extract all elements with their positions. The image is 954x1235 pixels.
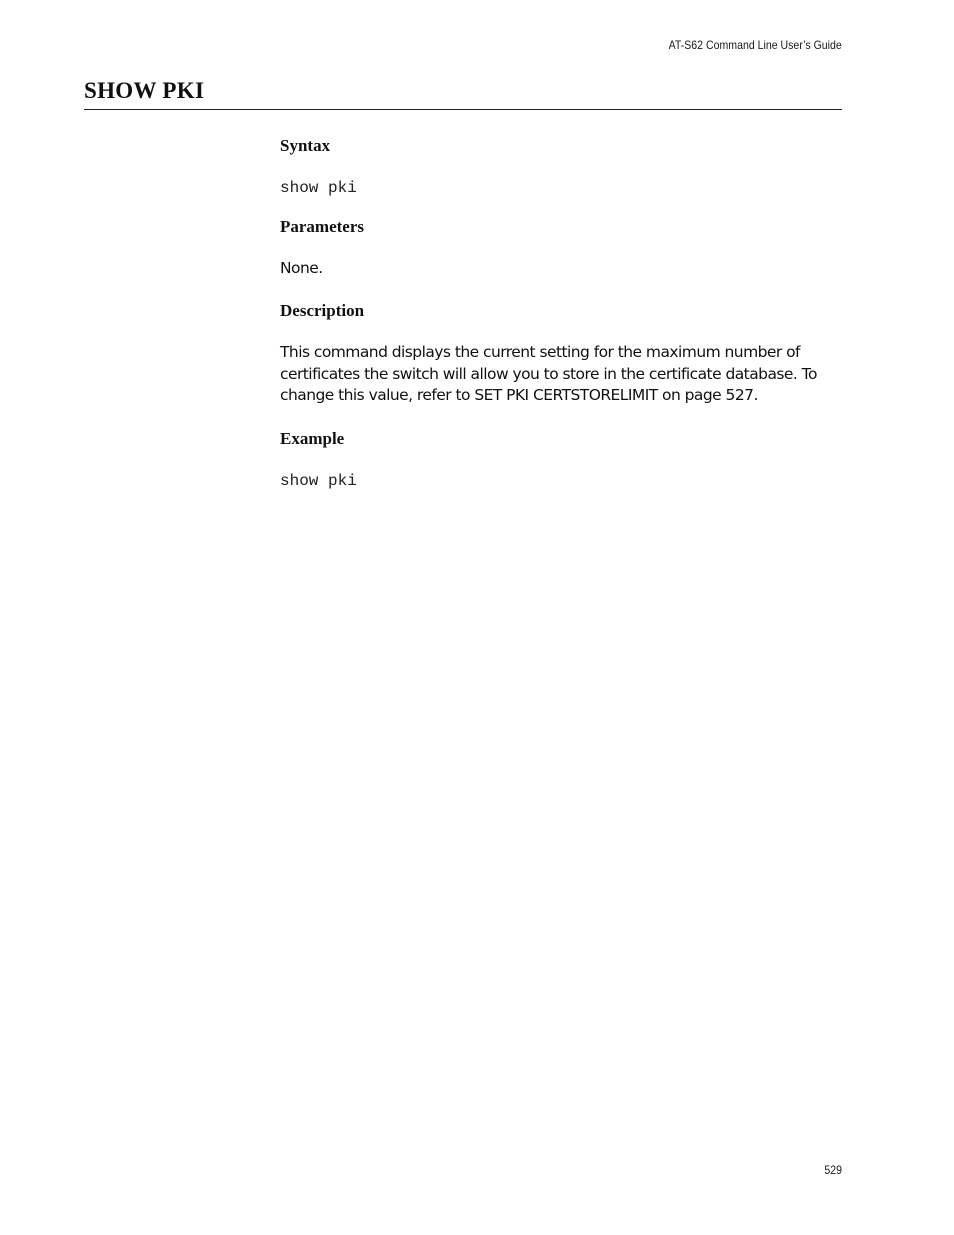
description-text: This command displays the current setting for the maximum number of certificates the switch will allow you to store in the certificate database. To change this value, refer to SET PKI CERTSTORELIMIT on page 527. <box>280 343 817 404</box>
page-number: 529 <box>824 1163 842 1177</box>
parameters-text: None. <box>280 259 323 277</box>
syntax-heading: Syntax <box>280 136 331 155</box>
description-heading: Description <box>280 301 365 320</box>
syntax-code: show pki <box>280 179 357 197</box>
title-divider <box>84 109 842 110</box>
parameters-heading: Parameters <box>280 217 365 236</box>
example-code: show pki <box>280 472 357 490</box>
page-title: SHOW PKI <box>84 78 205 103</box>
example-heading: Example <box>280 429 345 448</box>
running-header: AT-S62 Command Line User’s Guide <box>668 38 842 52</box>
